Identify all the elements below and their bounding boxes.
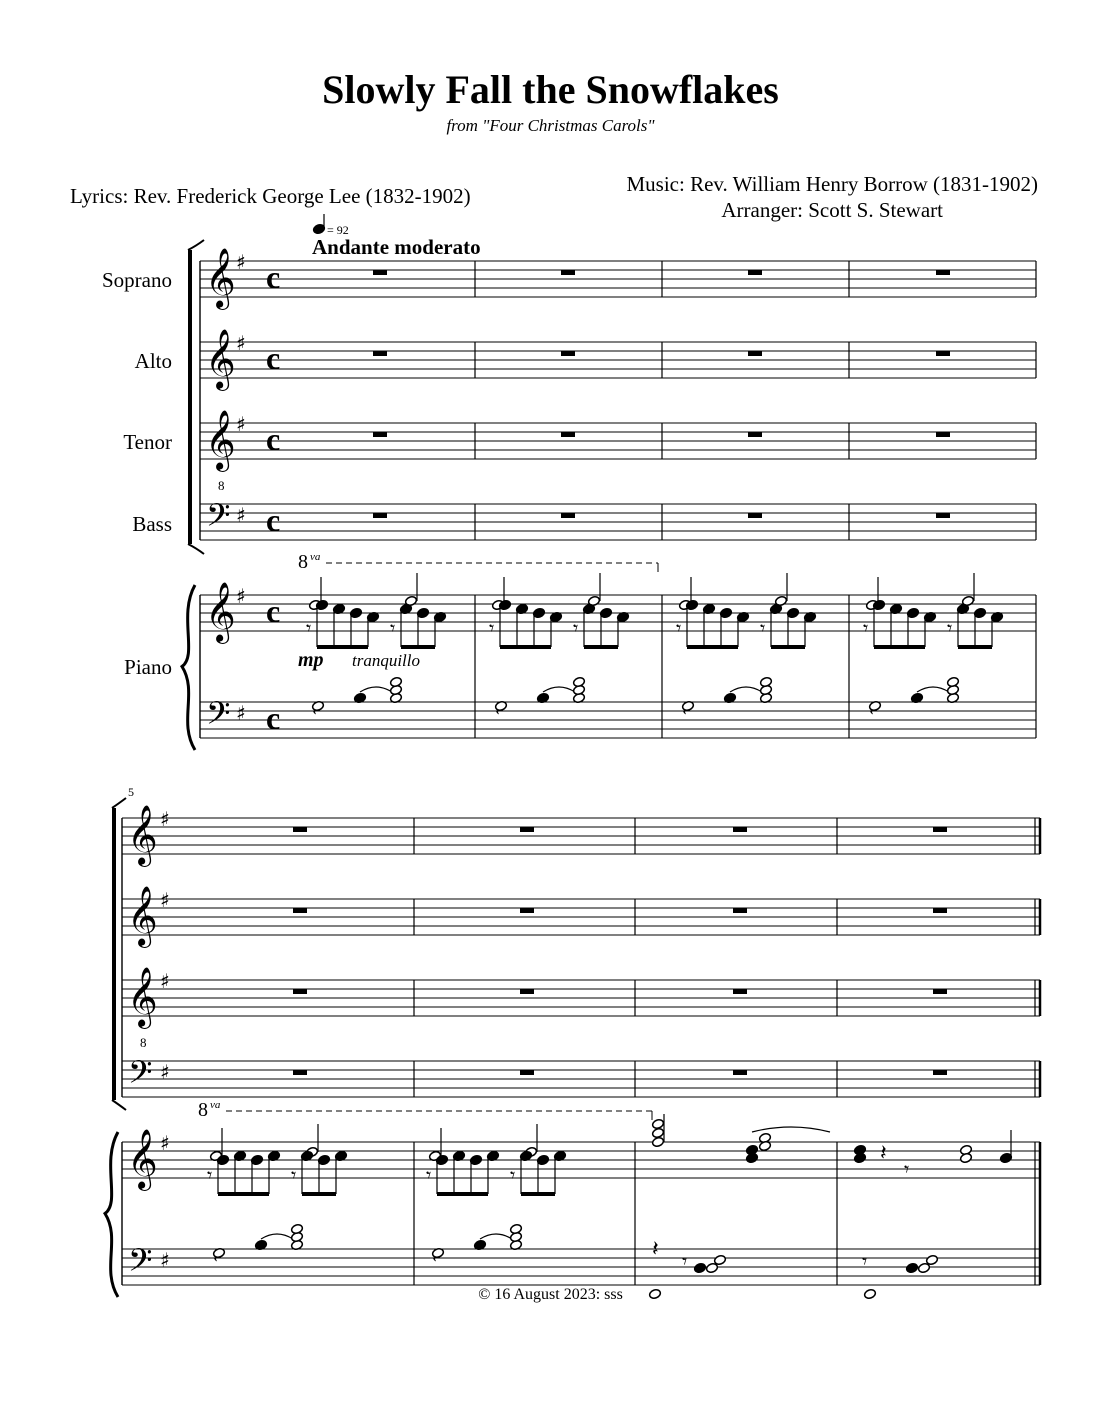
eighth-rest-icon: 𝄾 [390, 616, 396, 640]
ottava-mark: 8 [298, 551, 308, 573]
treble-clef-icon: 𝄞 [127, 886, 158, 946]
treble-clef-icon: 𝄞 [127, 805, 158, 865]
eighth-rest-icon: 𝄾 [306, 616, 312, 640]
piano-brace [105, 1132, 118, 1297]
whole-rest [293, 827, 307, 832]
common-time-sign: c [266, 340, 281, 376]
notehead-open [389, 676, 402, 687]
whole-rest [561, 270, 575, 275]
sharp-icon: ♯ [160, 1060, 170, 1084]
slur [917, 687, 949, 692]
eighth-rest-icon: 𝄾 [760, 616, 766, 640]
choir-bracket-hook [188, 240, 204, 250]
whole-rest [373, 270, 387, 275]
whole-rest [733, 908, 747, 913]
whole-rest [936, 432, 950, 437]
choir-bracket [188, 250, 192, 544]
eighth-rest-icon: 𝄾 [904, 1157, 910, 1181]
eighth-rest-icon: 𝄾 [291, 1163, 297, 1187]
slur [543, 687, 575, 692]
common-time-sign: c [266, 421, 281, 457]
common-time-sign: c [266, 700, 281, 736]
notehead-open [290, 1223, 303, 1234]
notehead-filled [745, 1144, 758, 1155]
whole-rest [733, 827, 747, 832]
tempo-bpm: = 92 [327, 223, 349, 237]
sharp-icon: ♯ [160, 969, 170, 993]
ottava-mark: 8 [198, 1099, 208, 1121]
tenor-octave-mark: 8 [140, 1035, 147, 1050]
staff-label-piano: Piano [124, 655, 172, 679]
whole-rest [520, 827, 534, 832]
sharp-icon: ♯ [236, 331, 246, 355]
quarter-rest-icon: 𝄽 [652, 1237, 659, 1262]
sharp-icon: ♯ [236, 701, 246, 725]
sharp-icon: ♯ [160, 1248, 170, 1272]
whole-rest [561, 432, 575, 437]
bass-clef-icon: 𝄢 [206, 497, 231, 541]
whole-rest [373, 351, 387, 356]
notehead-open [651, 1136, 664, 1147]
sharp-icon: ♯ [160, 807, 170, 831]
whole-rest [293, 1070, 307, 1075]
whole-rest [933, 989, 947, 994]
whole-rest [933, 908, 947, 913]
slur [730, 687, 762, 692]
score-title: Slowly Fall the Snowflakes [322, 67, 779, 112]
notehead-open [651, 1127, 664, 1138]
whole-rest [933, 827, 947, 832]
common-time-sign: c [266, 502, 281, 538]
notehead-open [648, 1288, 661, 1299]
eighth-rest-icon: 𝄾 [682, 1249, 688, 1273]
bass-clef-icon: 𝄢 [206, 695, 231, 739]
notehead-open [651, 1118, 664, 1129]
treble-clef-icon: 𝄞 [127, 1129, 158, 1189]
sharp-icon: ♯ [160, 888, 170, 912]
notehead-open [946, 676, 959, 687]
choir-bracket [112, 808, 116, 1100]
eighth-rest-icon: 𝄾 [863, 616, 869, 640]
sharp-icon: ♯ [236, 584, 246, 608]
staff-label-alto: Alto [134, 349, 172, 373]
slur [360, 687, 392, 692]
staff-label-bass: Bass [132, 512, 172, 536]
treble-clef-icon: 𝄞 [205, 410, 236, 470]
piano-brace [182, 585, 195, 750]
whole-rest [748, 432, 762, 437]
whole-rest [748, 351, 762, 356]
measure-number: 5 [128, 785, 134, 799]
notehead-filled [905, 1262, 918, 1273]
common-time-sign: c [266, 593, 281, 629]
staff-label-soprano: Soprano [102, 268, 172, 292]
whole-rest [561, 351, 575, 356]
common-time-sign: c [266, 259, 281, 295]
ottava-suffix: va [210, 1099, 221, 1111]
bass-clef-icon: 𝄢 [128, 1054, 153, 1098]
sharp-icon: ♯ [160, 1131, 170, 1155]
notehead-open [863, 1288, 876, 1299]
whole-rest [936, 270, 950, 275]
tenor-octave-mark: 8 [218, 478, 225, 493]
whole-rest [933, 1070, 947, 1075]
notehead-open [759, 676, 772, 687]
slur [752, 1127, 830, 1132]
copyright-notice: © 16 August 2023: sss [478, 1286, 623, 1303]
score-subtitle: from "Four Christmas Carols" [446, 116, 655, 135]
eighth-rest-icon: 𝄾 [947, 616, 953, 640]
arranger-credit: Arranger: Scott S. Stewart [721, 198, 943, 222]
eighth-rest-icon: 𝄾 [489, 616, 495, 640]
tempo-marking: Andante moderato [312, 235, 481, 259]
notehead-filled [693, 1262, 706, 1273]
notehead-open [572, 676, 585, 687]
dynamic-mp: mp [298, 649, 324, 671]
eighth-rest-icon: 𝄾 [207, 1163, 213, 1187]
slur [480, 1234, 512, 1239]
treble-clef-icon: 𝄞 [127, 967, 158, 1027]
whole-rest [520, 989, 534, 994]
choir-bracket-hook [112, 1100, 126, 1110]
slur [261, 1234, 293, 1239]
whole-rest [748, 270, 762, 275]
whole-rest [733, 1070, 747, 1075]
eighth-rest-icon: 𝄾 [862, 1249, 868, 1273]
choir-bracket-hook [112, 798, 126, 808]
expression-tranquillo: tranquillo [352, 651, 421, 670]
treble-clef-icon: 𝄞 [205, 582, 236, 642]
whole-rest [561, 513, 575, 518]
notehead-filled [853, 1144, 866, 1155]
whole-rest [733, 989, 747, 994]
sharp-icon: ♯ [236, 503, 246, 527]
whole-rest [293, 908, 307, 913]
notehead-open [959, 1152, 972, 1163]
eighth-rest-icon: 𝄾 [676, 616, 682, 640]
whole-rest [520, 1070, 534, 1075]
whole-rest [520, 908, 534, 913]
whole-rest [373, 432, 387, 437]
eighth-rest-icon: 𝄾 [510, 1163, 516, 1187]
whole-rest [748, 513, 762, 518]
eighth-rest-icon: 𝄾 [426, 1163, 432, 1187]
staff-label-tenor: Tenor [123, 430, 172, 454]
treble-clef-icon: 𝄞 [205, 329, 236, 389]
choir-bracket-hook [188, 544, 204, 554]
whole-rest [936, 513, 950, 518]
quarter-rest-icon: 𝄽 [880, 1141, 887, 1166]
bass-clef-icon: 𝄢 [128, 1242, 153, 1286]
notehead-open [509, 1223, 522, 1234]
treble-clef-icon: 𝄞 [205, 248, 236, 308]
sharp-icon: ♯ [236, 250, 246, 274]
whole-rest [373, 513, 387, 518]
eighth-rest-icon: 𝄾 [573, 616, 579, 640]
ottava-suffix: va [310, 551, 321, 563]
music-credit: Music: Rev. William Henry Borrow (1831-1902) [626, 172, 1038, 196]
sharp-icon: ♯ [236, 412, 246, 436]
whole-rest [293, 989, 307, 994]
whole-rest [936, 351, 950, 356]
lyrics-credit: Lyrics: Rev. Frederick George Lee (1832-1902) [70, 184, 471, 208]
